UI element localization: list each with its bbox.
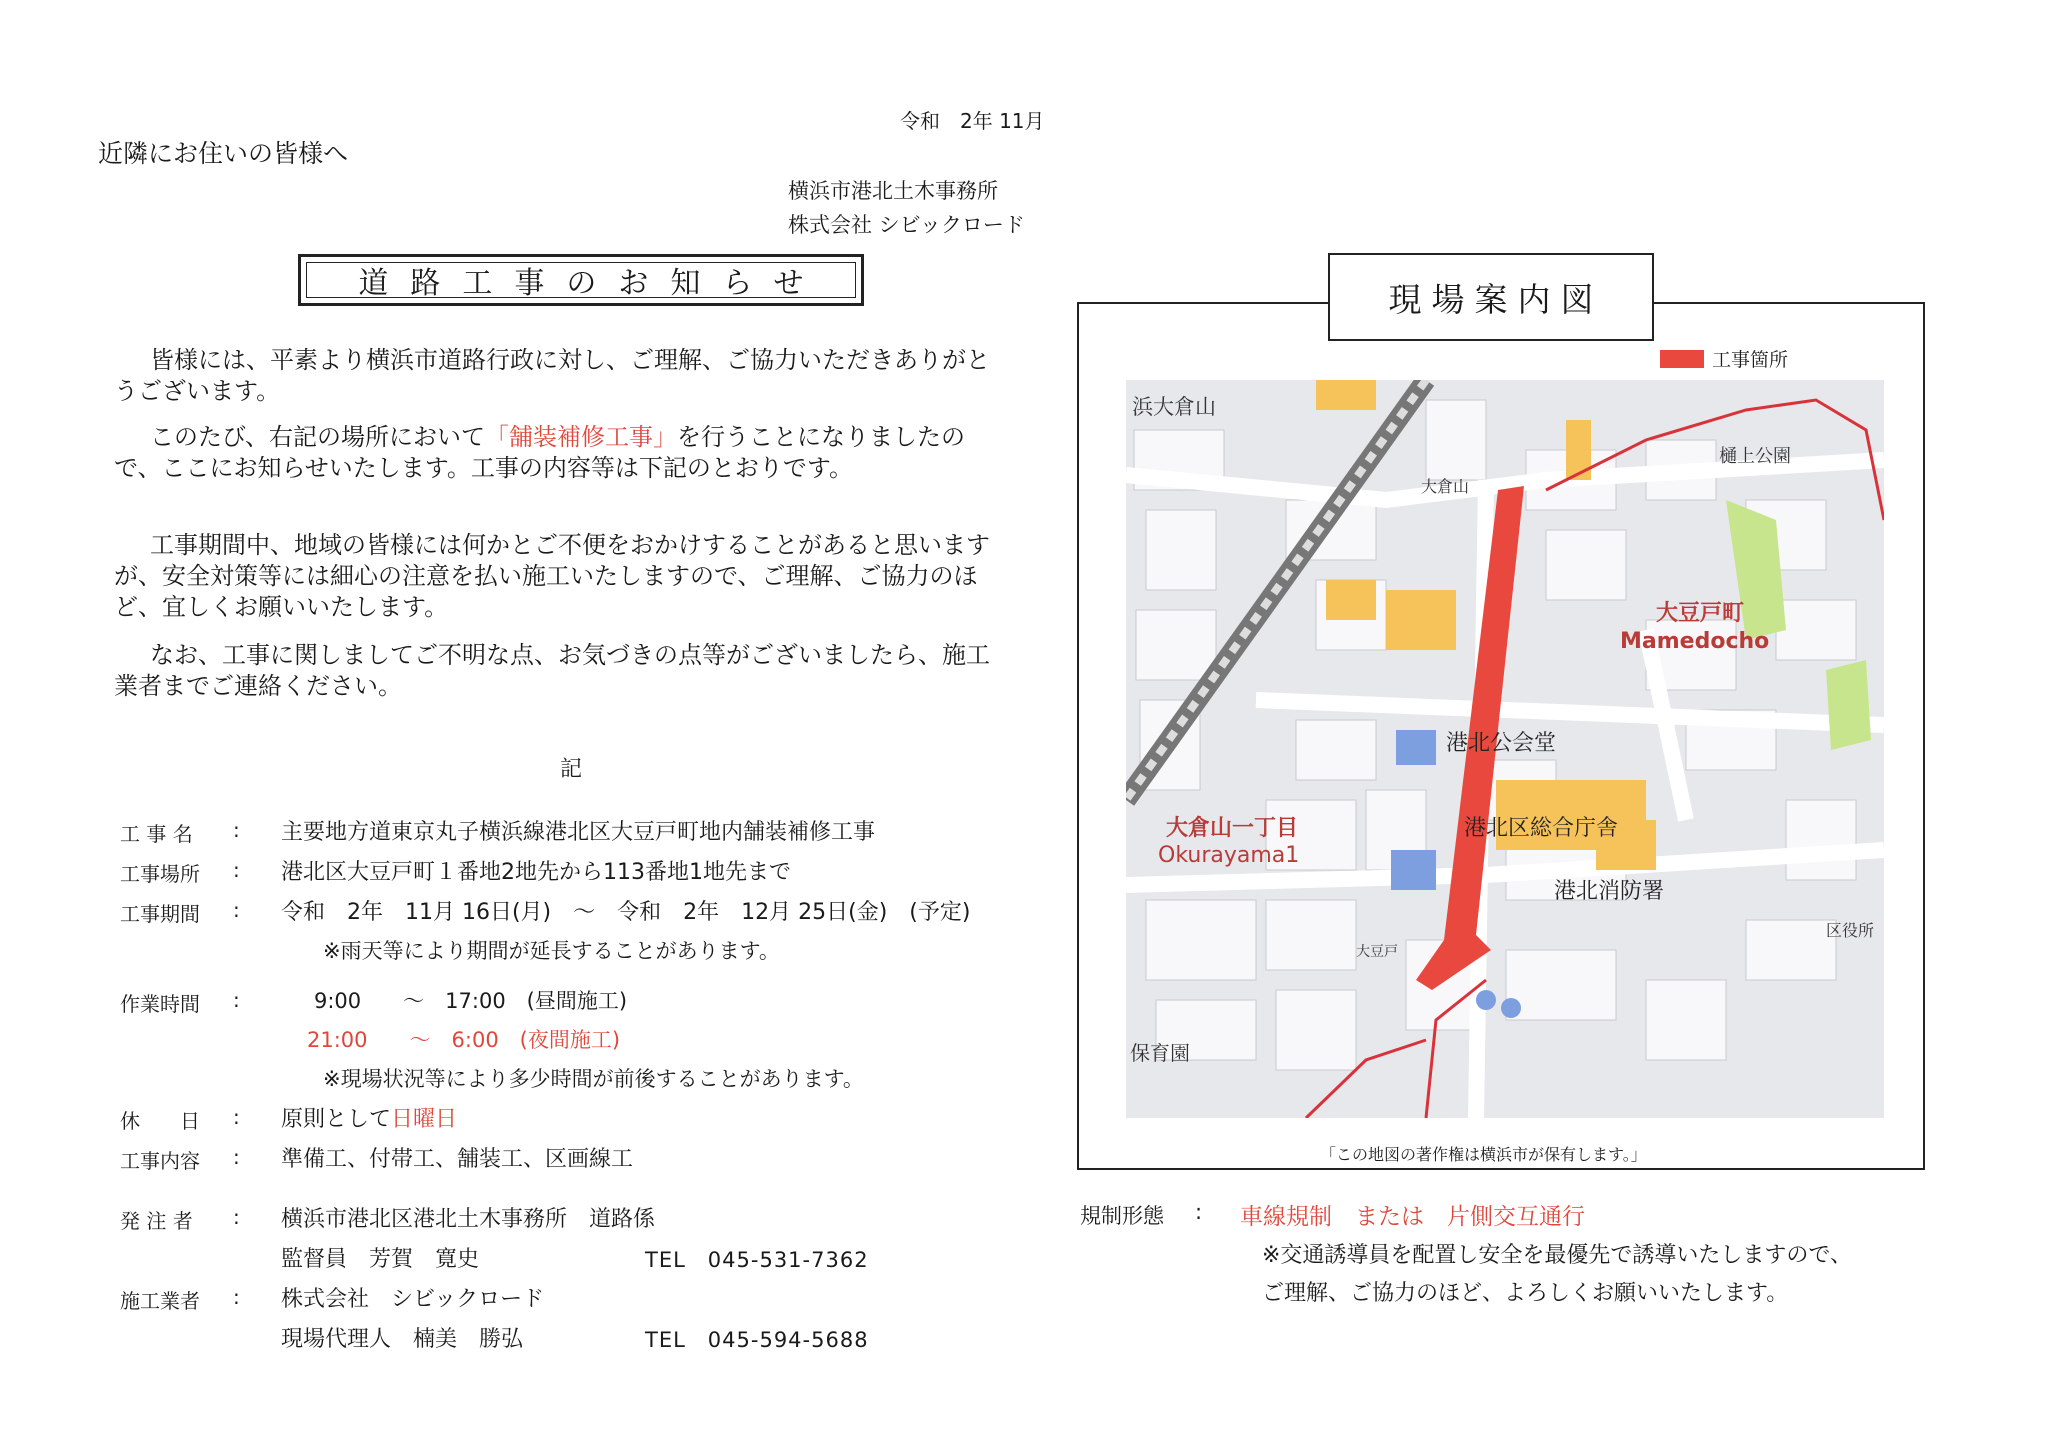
map-label-fire-station: 港北消防署: [1554, 879, 1665, 904]
greeting: 近隣にお住いの皆様へ: [98, 139, 349, 168]
regulation-note-2: ご理解、ご協力のほど、よろしくお願いいたします。: [1262, 1281, 1789, 1306]
supervisor: 監督員 芳賀 寛史: [281, 1247, 480, 1272]
holiday: 原則として日曜日: [281, 1107, 458, 1132]
regulation-note-1: ※交通誘導員を配置し安全を最優先で誘導いたしますので、: [1262, 1243, 1852, 1268]
colon: :: [233, 1285, 240, 1309]
site-agent: 現場代理人 楠美 勝弘: [281, 1327, 524, 1352]
map-label-okurayama1-jp: 大倉山一丁目: [1166, 816, 1299, 841]
work-content: 準備工、付帯工、舗装工、区画線工: [281, 1147, 634, 1172]
colon: :: [233, 898, 240, 922]
map-label-hall: 港北公会堂: [1446, 731, 1557, 756]
colon: :: [233, 988, 240, 1012]
intro-paragraph-1: 皆様には、平素より横浜市道路行政に対し、ご理解、ご協力いただきありがとうございます。: [114, 346, 990, 405]
colon: :: [233, 858, 240, 882]
intro-paragraph-4: なお、工事に関しましてご不明な点、お気づきの点等がございましたら、施工業者までご連絡ください。: [114, 641, 990, 700]
client: 横浜市港北区港北土木事務所 道路係: [281, 1207, 656, 1232]
map-label-ward: 区役所: [1826, 921, 1875, 940]
label-regulation: 規制形態: [1080, 1204, 1164, 1228]
holiday-day: 日曜日: [391, 1107, 458, 1132]
map-label-ward-office: 港北区総合庁舎: [1464, 816, 1619, 841]
label-hours: 作業時間: [120, 992, 200, 1016]
label-holiday: 休 日: [120, 1109, 200, 1133]
colon: :: [1195, 1200, 1203, 1224]
legend-label: 工事箇所: [1712, 349, 1789, 371]
intro-paragraph-3: 工事期間中、地域の皆様には何かとご不便をおかけすることがあると思いますが、安全対策等には細心の注意を払い施工いたしますので、ご理解、ご協力のほど、宜しくお願いいたします。: [114, 531, 990, 621]
label-contractor: 施工業者: [120, 1289, 200, 1313]
supervisor-tel: TEL 045-531-7362: [645, 1248, 869, 1272]
night-hours: 21:00 ～ 6:00 (夜間施工): [307, 1028, 621, 1052]
map-label-mamedocho-jp: 大豆戸町: [1656, 601, 1745, 626]
map-label-okurayama: 浜大倉山: [1132, 395, 1216, 419]
label-project-name: 工 事 名: [120, 822, 193, 846]
map-label-station: 大倉山: [1421, 477, 1470, 496]
label-place: 工事場所: [120, 862, 200, 886]
map-label-mamedocho-en: Mamedocho: [1620, 629, 1770, 654]
notice-title-box: [298, 254, 864, 306]
notice-title: 道路工事のお知らせ: [306, 262, 856, 298]
period-note: ※雨天等により期間が延長することがあります。: [323, 939, 780, 963]
regulation-type: 車線規制 または 片側交互通行: [1240, 1204, 1585, 1230]
intro-paragraph-2: このたび、右記の場所において「舗装補修工事」を行うことになりましたので、ここにお知らせいたします。工事の内容等は下記のとおりです。: [114, 423, 966, 482]
map-label-mamedo-sign: 大豆戸: [1356, 944, 1398, 960]
legend-swatch: [1660, 350, 1704, 368]
project-period: 令和 2年 11月 16日(月) ～ 令和 2年 12月 25日(金) (予定): [281, 900, 971, 925]
day-hours: 9:00 ～ 17:00 (昼間施工): [314, 989, 628, 1013]
map-credit: 「この地図の著作権は横浜市が保有します。」: [1320, 1145, 1647, 1164]
site-agent-tel: TEL 045-594-5688: [645, 1328, 869, 1352]
work-type-highlight: 「舗装補修工事」: [485, 423, 678, 451]
project-place: 港北区大豆戸町１番地2地先から113番地1地先まで: [281, 860, 791, 885]
issue-date: 令和 2年 11月: [900, 109, 1045, 133]
colon: :: [233, 1205, 240, 1229]
issuer-office: 横浜市港北土木事務所: [788, 179, 998, 203]
issuer-company: 株式会社 シビックロード: [788, 213, 1025, 237]
map-label-okurayama1-en: Okurayama1: [1158, 843, 1300, 868]
colon: :: [233, 1145, 240, 1169]
map-title: 現場案内図: [1328, 253, 1654, 341]
colon: :: [233, 818, 240, 842]
project-name: 主要地方道東京丸子横浜線港北区大豆戸町地内舗装補修工事: [281, 820, 876, 845]
label-period: 工事期間: [120, 902, 200, 926]
hours-note: ※現場状況等により多少時間が前後することがあります。: [323, 1067, 864, 1091]
map-label-nursery: 保育園: [1130, 1041, 1190, 1065]
map-legend: [1660, 345, 1788, 372]
site-map: [1126, 380, 1884, 1118]
label-content: 工事内容: [120, 1149, 200, 1173]
colon: :: [233, 1105, 240, 1129]
contractor: 株式会社 シビックロード: [281, 1287, 545, 1312]
map-label-park: 樋上公園: [1719, 446, 1791, 467]
label-client: 発 注 者: [120, 1209, 193, 1233]
ki-heading: 記: [560, 757, 583, 782]
